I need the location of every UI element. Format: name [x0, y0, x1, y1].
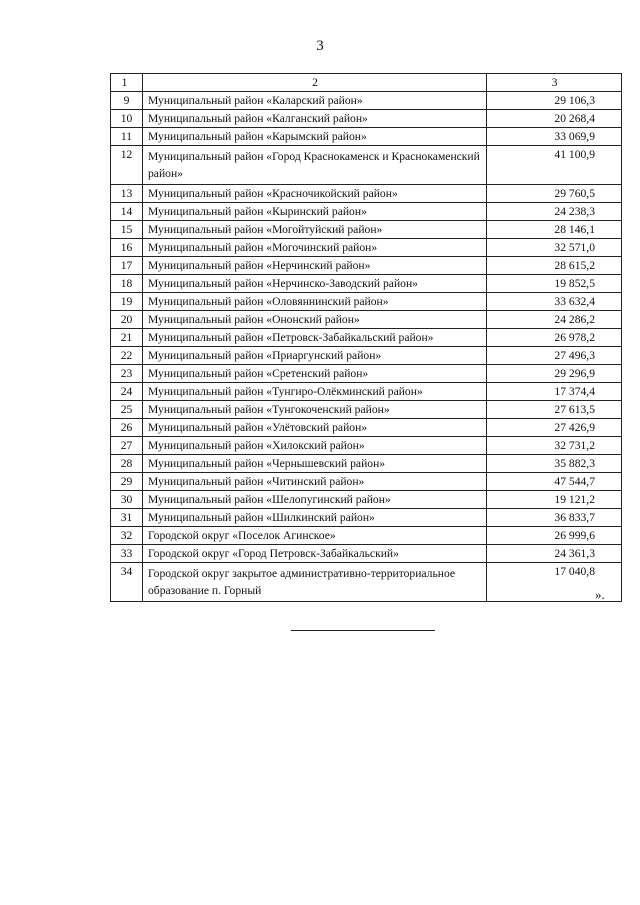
row-number: 34 — [111, 563, 143, 602]
row-number: 23 — [111, 365, 143, 383]
row-value: 33 632,4 — [487, 293, 622, 311]
row-name: Муниципальный район «Каларский район» — [143, 92, 487, 110]
table-row — [111, 203, 622, 221]
table-row — [111, 491, 622, 509]
table-body — [111, 74, 622, 602]
row-value: 27 426,9 — [487, 419, 622, 437]
table-row — [111, 110, 622, 128]
row-name: Муниципальный район «Шелопугинский район» — [143, 491, 487, 509]
row-value: 29 106,3 — [487, 92, 622, 110]
row-number: 20 — [111, 311, 143, 329]
row-name: Городской округ «Город Петровск-Забайкальский» — [143, 545, 487, 563]
row-number: 14 — [111, 203, 143, 221]
table-row — [111, 128, 622, 146]
row-name: Муниципальный район «Ононский район» — [143, 311, 487, 329]
table-header-row — [111, 74, 622, 92]
closing-mark: ». — [595, 587, 605, 602]
row-value: 32 571,0 — [487, 239, 622, 257]
row-value: 17 374,4 — [487, 383, 622, 401]
row-value: 27 496,3 — [487, 347, 622, 365]
row-name: Муниципальный район «Калганский район» — [143, 110, 487, 128]
table-row — [111, 185, 622, 203]
row-number: 10 — [111, 110, 143, 128]
row-number: 27 — [111, 437, 143, 455]
table-row — [111, 509, 622, 527]
table-row — [111, 545, 622, 563]
table-row — [111, 473, 622, 491]
row-name: Городской округ закрытое административно-территориальное образование п. Горный — [143, 563, 487, 602]
row-name: Муниципальный район «Тунгиро-Олёкминский район» — [143, 383, 487, 401]
row-name: Муниципальный район «Читинский район» — [143, 473, 487, 491]
header-col-number: 1 — [111, 74, 143, 92]
header-col-value: 3 — [487, 74, 622, 92]
table-row — [111, 365, 622, 383]
row-number: 17 — [111, 257, 143, 275]
table-row — [111, 401, 622, 419]
row-name: Муниципальный район «Могочинский район» — [143, 239, 487, 257]
row-name: Муниципальный район «Нерчинско-Заводский район» — [143, 275, 487, 293]
row-value: 32 731,2 — [487, 437, 622, 455]
row-value: 24 361,3 — [487, 545, 622, 563]
row-number: 32 — [111, 527, 143, 545]
row-number: 15 — [111, 221, 143, 239]
row-name: Муниципальный район «Могойтуйский район» — [143, 221, 487, 239]
row-name: Муниципальный район «Тунгокоченский район» — [143, 401, 487, 419]
row-number: 24 — [111, 383, 143, 401]
table-row — [111, 527, 622, 545]
row-name: Муниципальный район «Шилкинский район» — [143, 509, 487, 527]
table-row — [111, 146, 622, 185]
row-name: Муниципальный район «Улётовский район» — [143, 419, 487, 437]
row-value: 20 268,4 — [487, 110, 622, 128]
table-row — [111, 221, 622, 239]
row-value: 35 882,3 — [487, 455, 622, 473]
row-name: Муниципальный район «Чернышевский район» — [143, 455, 487, 473]
row-number: 31 — [111, 509, 143, 527]
row-value: 26 999,6 — [487, 527, 622, 545]
end-rule — [291, 630, 435, 631]
row-number: 18 — [111, 275, 143, 293]
table-row — [111, 275, 622, 293]
row-name: Муниципальный район «Оловяннинский район» — [143, 293, 487, 311]
row-number: 30 — [111, 491, 143, 509]
table-row — [111, 239, 622, 257]
row-value: 24 238,3 — [487, 203, 622, 221]
row-number: 13 — [111, 185, 143, 203]
table-row — [111, 383, 622, 401]
row-number: 11 — [111, 128, 143, 146]
row-number: 28 — [111, 455, 143, 473]
row-name: Муниципальный район «Кыринский район» — [143, 203, 487, 221]
page-number: 3 — [316, 38, 324, 54]
row-name: Муниципальный район «Петровск-Забайкальский район» — [143, 329, 487, 347]
row-value: 29 760,5 — [487, 185, 622, 203]
row-name: Муниципальный район «Город Краснокаменск и Краснокаменский район» — [143, 146, 487, 185]
row-value: 17 040,8 — [487, 563, 622, 602]
row-number: 16 — [111, 239, 143, 257]
row-number: 25 — [111, 401, 143, 419]
row-number: 26 — [111, 419, 143, 437]
row-value: 19 852,5 — [487, 275, 622, 293]
row-number: 12 — [111, 146, 143, 185]
row-value: 27 613,5 — [487, 401, 622, 419]
row-number: 22 — [111, 347, 143, 365]
row-name: Муниципальный район «Сретенский район» — [143, 365, 487, 383]
row-value: 41 100,9 — [487, 146, 622, 185]
row-number: 33 — [111, 545, 143, 563]
table-row — [111, 347, 622, 365]
table-row — [111, 293, 622, 311]
row-name: Городской округ «Поселок Агинское» — [143, 527, 487, 545]
table-row — [111, 419, 622, 437]
row-value: 29 296,9 — [487, 365, 622, 383]
header-col-name: 2 — [143, 74, 487, 92]
row-number: 21 — [111, 329, 143, 347]
row-number: 9 — [111, 92, 143, 110]
row-name: Муниципальный район «Приаргунский район» — [143, 347, 487, 365]
table-row — [111, 257, 622, 275]
table-row — [111, 563, 622, 602]
row-value: 19 121,2 — [487, 491, 622, 509]
row-name: Муниципальный район «Нерчинский район» — [143, 257, 487, 275]
table-row — [111, 311, 622, 329]
table-row — [111, 437, 622, 455]
row-name: Муниципальный район «Красночикойский район» — [143, 185, 487, 203]
row-value: 24 286,2 — [487, 311, 622, 329]
row-value: 28 615,2 — [487, 257, 622, 275]
row-value: 28 146,1 — [487, 221, 622, 239]
row-value: 36 833,7 — [487, 509, 622, 527]
table-row — [111, 329, 622, 347]
allocation-table — [110, 73, 622, 602]
row-value: 26 978,2 — [487, 329, 622, 347]
table-row — [111, 92, 622, 110]
table-row — [111, 455, 622, 473]
row-name: Муниципальный район «Хилокский район» — [143, 437, 487, 455]
row-value: 33 069,9 — [487, 128, 622, 146]
row-name: Муниципальный район «Карымский район» — [143, 128, 487, 146]
row-number: 19 — [111, 293, 143, 311]
row-number: 29 — [111, 473, 143, 491]
row-value: 47 544,7 — [487, 473, 622, 491]
